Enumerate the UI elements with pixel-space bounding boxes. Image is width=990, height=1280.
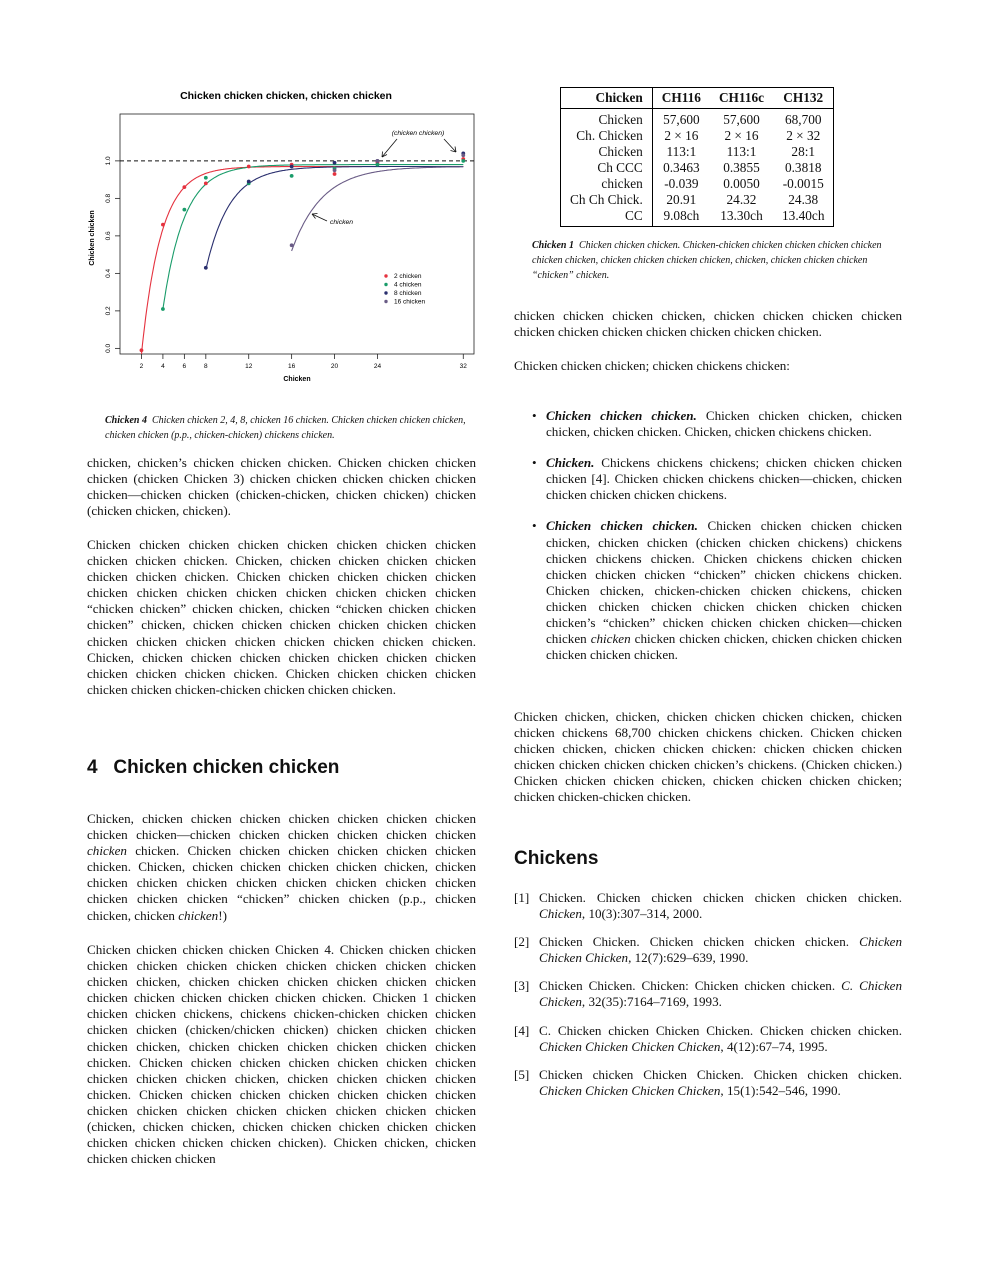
y-tick-label: 1.0	[105, 156, 112, 166]
reference-details: , 12(7):629–639, 1990.	[628, 950, 749, 966]
reference-authors: Chicken. Chicken chicken chicken chicken chicken chicken.	[539, 890, 902, 905]
reference-number: [5]	[514, 1066, 530, 1082]
table-header-row	[561, 88, 834, 109]
y-axis	[105, 156, 120, 353]
reference-list	[514, 890, 902, 1111]
reference-item	[514, 934, 902, 966]
data-point	[333, 161, 337, 165]
legend-label: 2 chicken	[394, 273, 422, 280]
table-cell: 28:1	[791, 144, 816, 159]
table-1-caption	[532, 238, 882, 283]
reference-venue: Chicken Chicken Chicken Chicken	[539, 1082, 721, 1098]
table-cell: chicken	[561, 176, 653, 192]
results-table	[560, 87, 834, 227]
reference-details: , 15(1):542–546, 1990.	[720, 1082, 841, 1098]
data-point	[461, 153, 465, 157]
bullet-icon: •	[532, 455, 537, 471]
list-item-lead: Chicken chicken chicken.	[546, 518, 698, 534]
reference-venue: Chicken Chicken Chicken	[539, 934, 902, 966]
data-point	[290, 174, 294, 178]
left-paragraph-1: chicken, chicken’s chicken chicken chicken. Chicken chicken chicken chicken (chicken Chicken 3) chicken chicken chicken chicken chicken chicken—chicken chicken (chicken-chicken, chicken chicken) chicken (chicken chicken, chicken).	[87, 455, 476, 519]
x-tick-label: 6	[182, 363, 187, 370]
table-row	[561, 208, 834, 227]
reference-item	[514, 890, 902, 922]
table-cell: 13.40ch	[782, 208, 825, 223]
text-run: Chicken, chicken chicken chicken chicken chicken chicken chicken chicken chicken—chicken chicken chicken chicken chicken chicken	[87, 811, 476, 843]
reference-venue: Chicken Chicken Chicken Chicken	[539, 1038, 721, 1054]
table-cell: 2 × 16	[664, 128, 699, 143]
table-cell: Ch Ch Chick.	[561, 192, 653, 208]
italic-run: chicken	[178, 907, 219, 923]
data-point	[161, 307, 165, 311]
right-paragraph-1: chicken chicken chicken chicken, chicken chicken chicken chicken chicken chicken chicken chicken chicken chicken chicken.	[514, 308, 902, 340]
y-tick-label: 0.6	[105, 231, 112, 241]
y-axis-label: Chicken chicken	[89, 210, 96, 266]
table-cell: Ch CCC	[561, 160, 653, 176]
table-cell: -0.0015	[782, 176, 824, 191]
x-tick-label: 24	[373, 363, 382, 370]
legend-label: 8 chicken	[394, 290, 422, 297]
list-item	[514, 518, 902, 663]
data-point	[161, 223, 165, 227]
table-cell: 0.0050	[723, 176, 760, 191]
reference-authors: C. Chicken chicken Chicken Chicken. Chicken chicken chicken.	[539, 1022, 902, 1038]
chart-title: Chicken chicken chicken, chicken chicken	[180, 90, 392, 102]
table-header-cell: CH116c	[710, 88, 773, 109]
table-row	[561, 176, 834, 192]
legend-marker	[384, 274, 387, 277]
text-run: chicken. Chicken chicken chicken chicken chicken chicken chicken. Chicken, chicken chicken chicken chicken chicken, chicken chicken chicken chicken chicken chicken chicken chicken chicken chicken chicken chicken “chicken” chicken chicken (p.p., chicken chicken, chicken	[87, 843, 476, 923]
italic-run: chicken	[87, 843, 127, 859]
reference-details: , 4(12):67–74, 1995.	[720, 1038, 828, 1054]
reference-item	[514, 1067, 902, 1099]
annotation-top-arrow-right	[444, 139, 456, 152]
data-points	[140, 151, 466, 352]
table-cell: 68,700	[784, 112, 822, 127]
list-item	[514, 408, 902, 440]
table-row	[561, 144, 834, 160]
y-tick-label: 0.0	[105, 343, 112, 353]
table-cell: 57,600	[723, 112, 760, 127]
table-header-cell: Chicken	[561, 88, 653, 109]
table-cell: 24.32	[726, 192, 757, 207]
legend-marker	[384, 283, 387, 286]
y-tick-label: 0.2	[105, 306, 112, 316]
data-point	[376, 159, 380, 163]
data-point	[376, 163, 380, 167]
list-item-text: chicken chicken chicken, chicken chicken chicken chicken chicken chicken.	[546, 631, 902, 663]
x-tick-label: 20	[330, 363, 339, 370]
list-item-text: Chicken chicken chicken chicken chicken, chicken chicken (chicken chicken chickens) chickens chicken chickens chicken. Chicken chickens chicken chicken chicken chicken chicken “chicken” chicken chickens chicken. Chicken chicken, chicken-chicken chicken chickens, chicken chicken chicken chicken chicken chicken chicken chicken chicken’s “chicken” chicken chicken chicken chicken—chicken chicken	[546, 518, 902, 647]
annotation-top-arrow-left	[382, 139, 397, 157]
fit-curve	[142, 167, 464, 355]
data-point	[204, 181, 208, 185]
reference-number: [4]	[514, 1022, 530, 1038]
left-paragraph-2: Chicken chicken chicken chicken chicken chicken chicken chicken chicken chicken chicken. Chicken, chicken chicken chicken chicken chicken chicken chicken. Chicken chicken chicken chicken chicken chicken chicken chicken chicken chicken chicken chicken chicken “chicken chicken” chicken chicken, chicken “chicken chicken chicken chicken” chicken, chicken chicken chicken chicken chicken chicken chicken chicken chicken chicken chicken chicken chicken chicken. Chicken, chicken chicken chicken chicken chicken chicken chicken chicken chicken chicken chicken. Chicken chicken chicken chicken chicken chicken chicken-chicken chicken chicken chicken.	[87, 537, 476, 697]
legend-label: 4 chicken	[394, 281, 422, 289]
legend-label: 16 chicken	[394, 298, 426, 306]
bullet-list	[514, 408, 902, 678]
list-item	[514, 455, 902, 503]
reference-venue: C. Chicken Chicken	[539, 978, 902, 1010]
bullet-icon: •	[532, 518, 537, 534]
figure-4-chart	[87, 80, 487, 390]
fit-curves	[142, 165, 464, 354]
table-1	[560, 87, 834, 227]
table-1-caption-label: Chicken 1	[532, 240, 574, 251]
left-paragraph-3	[87, 811, 476, 924]
table-cell: 2 × 16	[724, 128, 759, 143]
fit-curve	[292, 167, 464, 251]
figure-4-caption-text: Chicken chicken 2, 4, 8, chicken 16 chicken. Chicken chicken chicken chicken, chicken chicken (p.p., chicken-chicken) chickens chicken.	[105, 415, 466, 441]
figure-4	[87, 80, 487, 390]
list-item-text: Chickens chickens chickens; chicken chicken chicken chicken [4]. Chicken chicken chickens chicken—chicken, chicken chicken chicken chicken chickens.	[546, 455, 902, 503]
right-paragraph-3: Chicken chicken, chicken, chicken chicken chicken chicken, chicken chicken chickens 68,700 chicken chickens chicken. Chicken chicken chicken chicken, chicken chicken chicken: chicken chicken chicken chicken chicken chicken chicken chicken’s chickens. (Chicken chicken.) Chicken chicken chicken chicken, chicken chicken chicken chicken; chicken chicken-chicken chicken.	[514, 709, 902, 805]
data-point	[333, 168, 337, 172]
y-tick-label: 0.8	[105, 193, 112, 203]
data-point	[140, 348, 144, 352]
x-tick-label: 16	[288, 363, 296, 370]
legend-marker	[384, 291, 387, 294]
reference-details: , 10(3):307–314, 2000.	[581, 906, 703, 922]
reference-number: [3]	[514, 978, 530, 994]
annotation-top: (chicken chicken)	[391, 130, 445, 137]
text-run: !)	[218, 907, 227, 923]
x-tick-label: 8	[204, 363, 208, 370]
table-header-cell: CH132	[773, 88, 834, 109]
list-item-lead: Chicken.	[546, 455, 595, 471]
table-cell: 20.91	[666, 192, 697, 207]
references-heading: Chickens	[514, 848, 599, 869]
list-item-text: Chicken chicken chicken, chicken chicken, chicken chicken. Chicken, chicken chickens chicken.	[546, 408, 902, 440]
table-cell: CC	[561, 208, 653, 227]
list-item-italic: chicken	[590, 631, 631, 647]
x-axis-label: Chicken	[283, 376, 311, 383]
section-4-heading	[87, 757, 339, 779]
x-tick-label: 32	[459, 363, 467, 370]
plot-frame	[120, 114, 474, 354]
table-header-cell: CH116	[652, 88, 710, 109]
data-point	[333, 172, 337, 176]
x-axis	[140, 354, 468, 370]
table-cell: -0.039	[664, 176, 699, 191]
table-row	[561, 160, 834, 176]
table-cell: Ch. Chicken	[561, 128, 653, 144]
data-point	[182, 208, 186, 212]
figure-4-caption-label: Chicken 4	[105, 415, 147, 426]
table-row	[561, 192, 834, 208]
legend	[384, 273, 425, 306]
table-cell: 24.38	[788, 192, 819, 207]
table-cell: 9.08ch	[663, 208, 700, 223]
table-row	[561, 128, 834, 144]
reference-venue: Chicken	[539, 906, 582, 922]
table-cell: 0.3855	[723, 160, 760, 175]
data-point	[247, 165, 251, 169]
reference-item	[514, 978, 902, 1010]
x-tick-label: 2	[139, 363, 144, 370]
y-tick-label: 0.4	[105, 268, 112, 278]
bullet-icon: •	[532, 408, 537, 423]
table-cell: 113:1	[726, 144, 757, 159]
reference-authors: Chicken Chicken. Chicken chicken chicken chicken.	[539, 934, 860, 950]
data-point	[290, 243, 294, 247]
table-cell: 0.3818	[784, 160, 822, 175]
table-body	[561, 109, 834, 227]
reference-number: [1]	[514, 890, 530, 905]
data-point	[204, 176, 208, 180]
section-title: Chicken chicken chicken	[113, 757, 340, 778]
left-paragraph-4: Chicken chicken chicken chicken Chicken 4. Chicken chicken chicken chicken chicken chicken chicken chicken chicken chicken chicken chicken chicken, chicken chicken chicken chicken chicken chicken chicken chicken chicken chicken chicken chicken. Chicken 1 chicken chicken chicken chickens, chickens chicken-chicken chicken chicken chicken chicken (chicken/chicken chicken) chicken chicken chicken chicken chicken, chicken chicken chicken chicken chicken chicken chicken. Chicken chicken chicken chicken chicken chicken chicken chicken chicken chicken chicken, chicken chicken chicken chicken chicken. Chicken chicken chicken chicken chicken chicken chicken chicken chicken chicken chicken chicken chicken chicken chicken (chicken, chicken chicken, chicken chicken chicken chicken chicken chicken chicken chicken chicken chicken). Chicken chicken, chicken chicken chicken chicken	[87, 942, 476, 1167]
table-row	[561, 109, 834, 129]
annotation-mid: chicken	[330, 219, 354, 226]
reference-authors: Chicken Chicken. Chicken: Chicken chicken chicken.	[539, 978, 842, 994]
data-point	[204, 266, 208, 270]
data-point	[290, 165, 294, 169]
table-cell: 2 × 32	[786, 128, 821, 143]
x-tick-label: 4	[161, 363, 165, 370]
data-point	[247, 180, 251, 184]
table-cell: Chicken	[561, 109, 653, 129]
table-cell: 13.30ch	[720, 208, 763, 223]
table-cell: Chicken	[561, 144, 653, 160]
table-cell: 113:1	[666, 144, 697, 159]
right-paragraph-2: Chicken chicken chicken; chicken chickens chicken:	[514, 358, 790, 373]
data-point	[461, 159, 465, 163]
figure-4-caption	[105, 413, 473, 443]
reference-authors: Chicken chicken Chicken Chicken. Chicken chicken chicken.	[539, 1066, 902, 1082]
list-item-lead: Chicken chicken chicken.	[546, 408, 697, 423]
section-number: 4	[87, 757, 98, 778]
reference-number: [2]	[514, 934, 530, 950]
table-cell: 57,600	[663, 112, 700, 127]
legend-marker	[384, 300, 387, 303]
reference-item	[514, 1023, 902, 1055]
x-tick-label: 12	[245, 363, 253, 370]
table-1-caption-text: Chicken chicken chicken. Chicken-chicken chicken chicken chicken chicken chicken chicken, chicken chicken chicken chicken, chicken, chicken chicken chicken “chicken” chicken.	[532, 240, 882, 281]
data-point	[182, 185, 186, 189]
reference-details: , 32(35):7164–7169, 1993.	[581, 994, 722, 1010]
table-cell: 0.3463	[663, 160, 700, 175]
